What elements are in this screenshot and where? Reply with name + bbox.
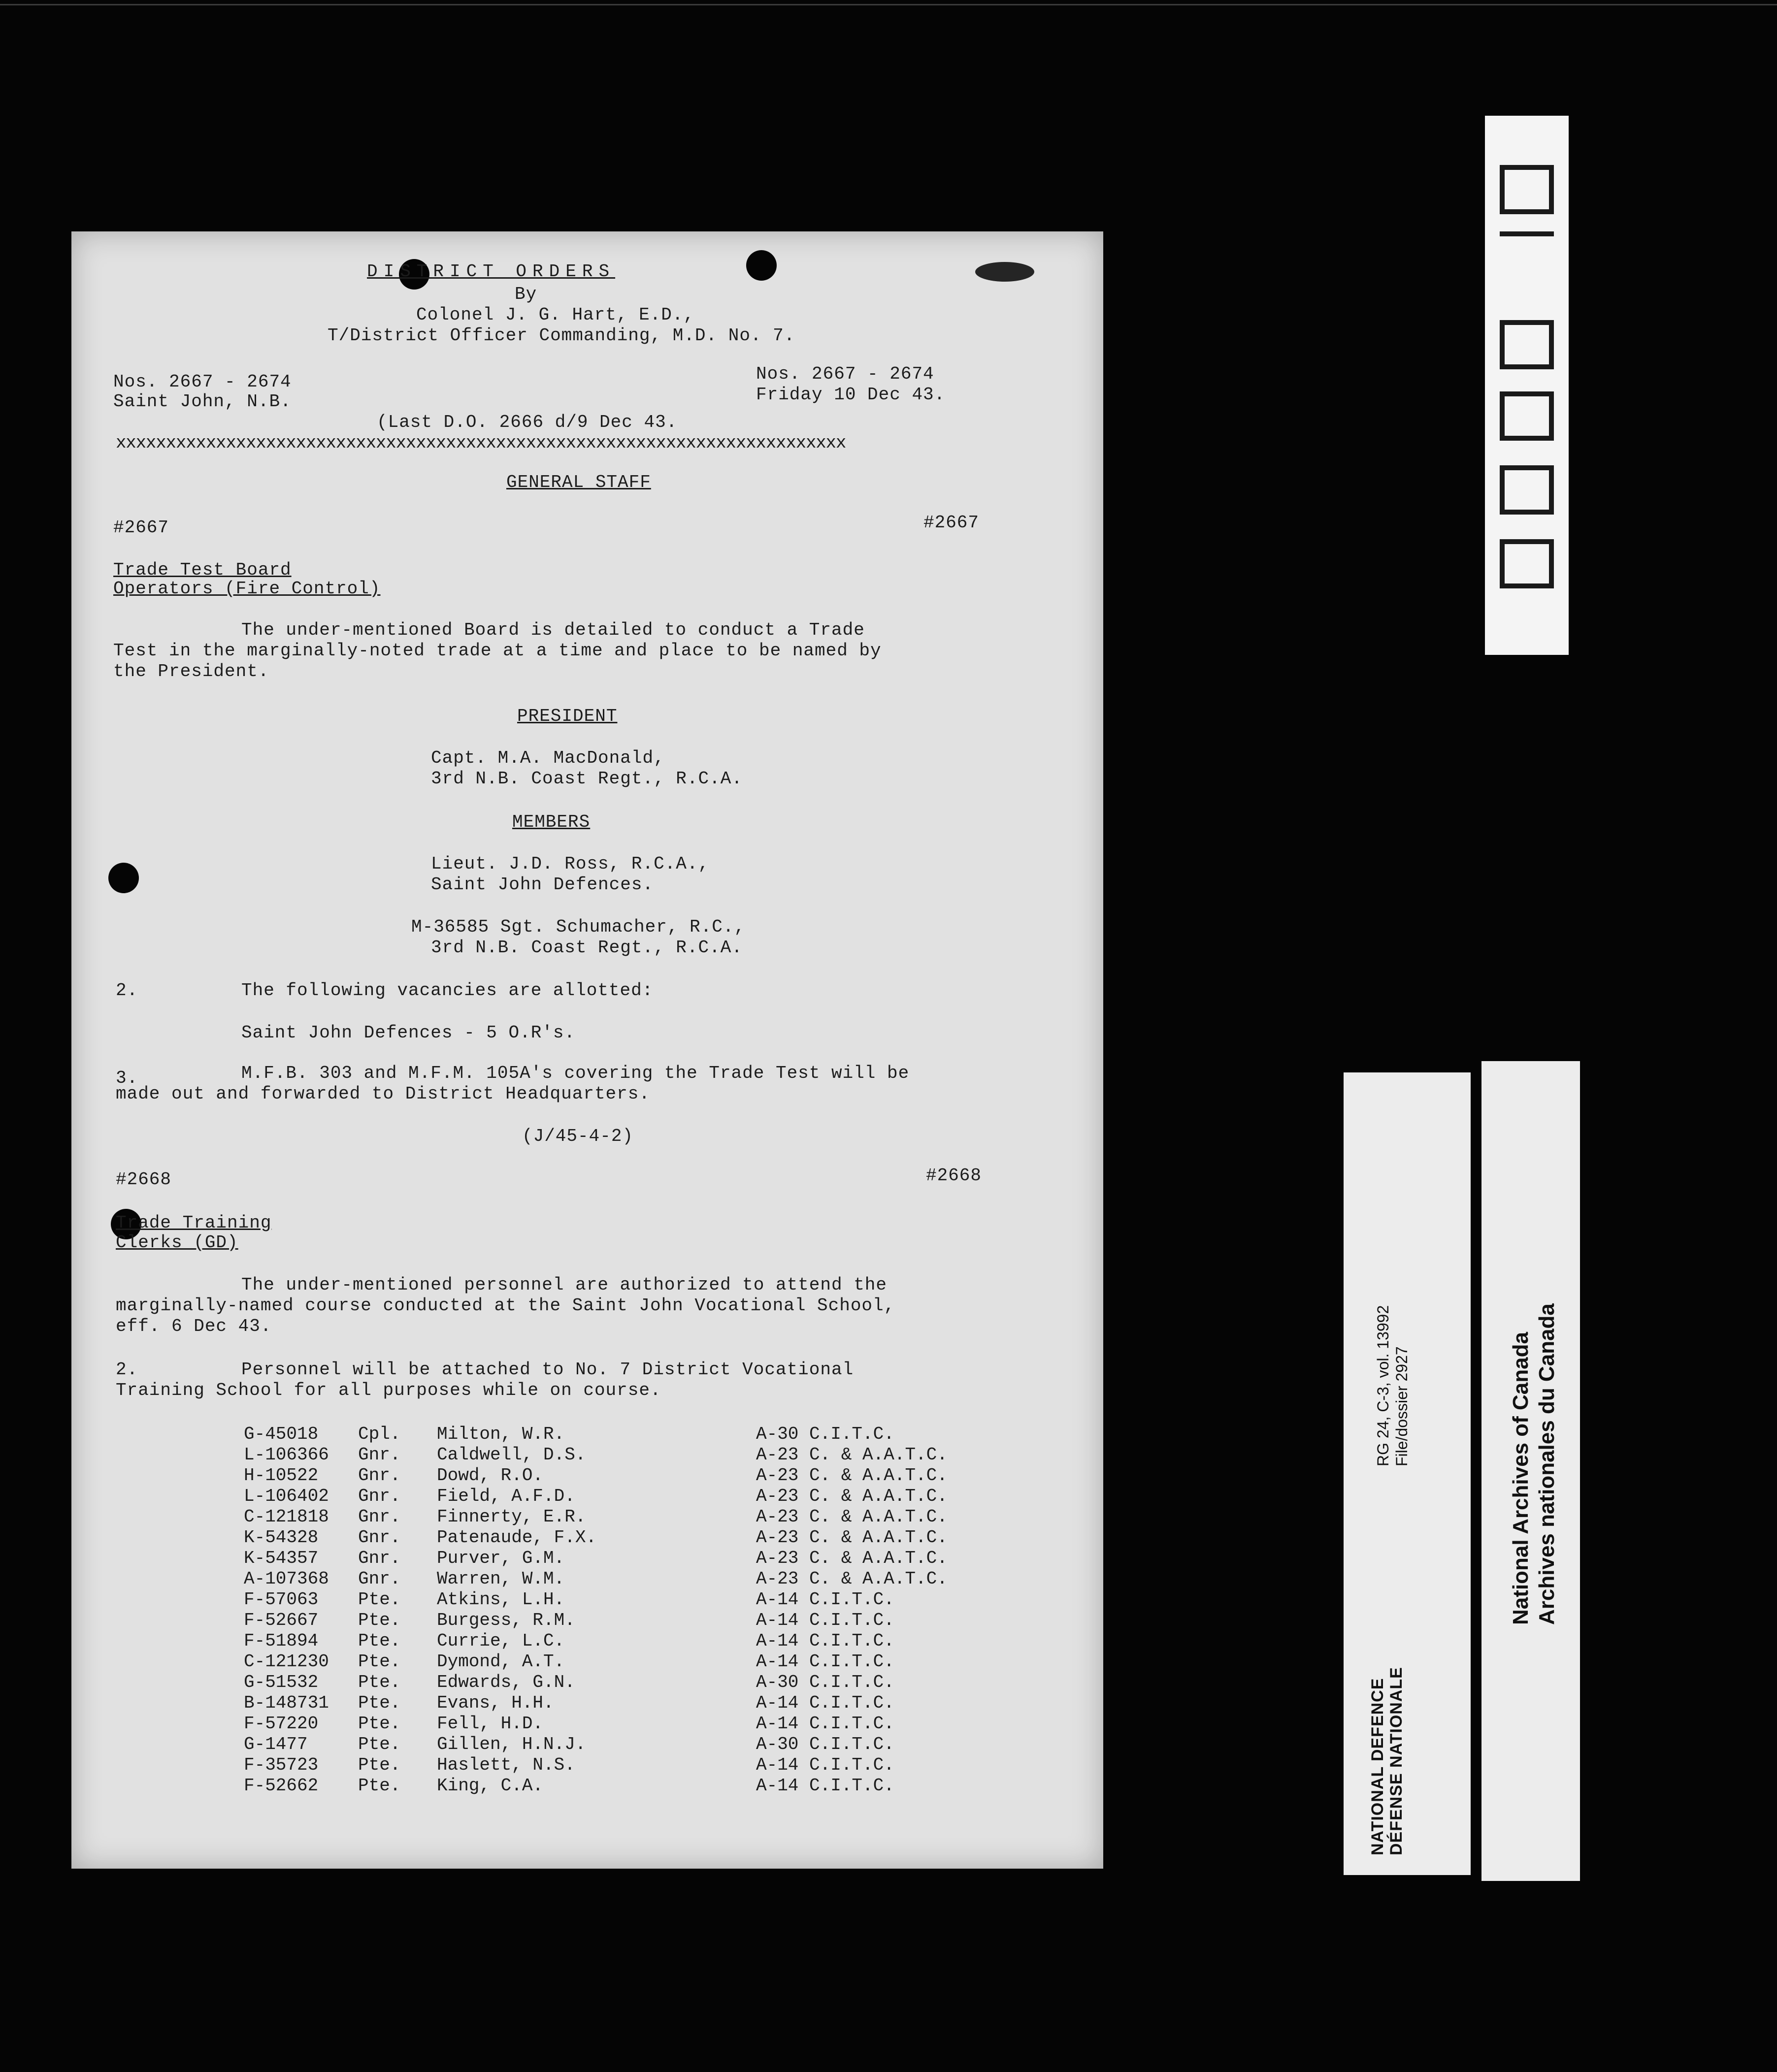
rank: Gnr. — [358, 1548, 401, 1568]
unit: A-14 C.I.T.C. — [756, 1714, 894, 1734]
orders-place: Saint John, N.B. — [113, 391, 292, 412]
unit: A-14 C.I.T.C. — [756, 1631, 894, 1651]
table-row — [244, 1445, 1081, 1465]
table-row — [244, 1755, 1081, 1776]
frame-digit — [1500, 539, 1554, 588]
service-number: K-54357 — [244, 1548, 319, 1568]
president-name: Capt. M.A. MacDonald, — [431, 748, 665, 768]
document-title: DISTRICT ORDERS — [367, 261, 616, 282]
member-name: Lieut. J.D. Ross, R.C.A., — [431, 854, 710, 874]
rank: Pte. — [358, 1610, 401, 1630]
unit: A-23 C. & A.A.T.C. — [756, 1465, 948, 1486]
order-subject-trade: Clerks (GD) — [116, 1232, 238, 1253]
unit: A-14 C.I.T.C. — [756, 1589, 894, 1610]
unit: A-23 C. & A.A.T.C. — [756, 1507, 948, 1527]
order-paragraph: Training School for all purposes while on course. — [116, 1380, 661, 1400]
order-paragraph: the President. — [113, 661, 269, 681]
vacancy-allocation: Saint John Defences - 5 O.R's. — [241, 1023, 576, 1043]
rank: Pte. — [358, 1693, 401, 1713]
service-number: G-45018 — [244, 1424, 319, 1444]
person-name: Haslett, N.S. — [437, 1755, 575, 1775]
rank: Gnr. — [358, 1569, 401, 1589]
national-archives-label — [1481, 1061, 1580, 1881]
service-number: F-51894 — [244, 1631, 319, 1651]
rank: Cpl. — [358, 1424, 401, 1444]
frame-digit — [1500, 465, 1554, 515]
header-author: Colonel J. G. Hart, E.D., — [416, 305, 695, 325]
member-unit: 3rd N.B. Coast Regt., R.C.A. — [431, 938, 743, 958]
service-number: G-1477 — [244, 1734, 308, 1754]
rank: Pte. — [358, 1714, 401, 1734]
rank: Pte. — [358, 1651, 401, 1672]
last-order-ref: (Last D.O. 2666 d/9 Dec 43. — [377, 412, 678, 432]
person-name: Patenaude, F.X. — [437, 1527, 597, 1548]
table-row — [244, 1589, 1081, 1610]
table-row — [244, 1610, 1081, 1631]
file-reference: (J/45-4-2) — [522, 1126, 634, 1146]
punch-hole — [108, 863, 139, 893]
service-number: K-54328 — [244, 1527, 319, 1548]
person-name: Edwards, G.N. — [437, 1672, 575, 1692]
order-number-left: #2667 — [113, 518, 169, 538]
table-row — [244, 1651, 1081, 1672]
unit: A-23 C. & A.A.T.C. — [756, 1527, 948, 1548]
header-by: By — [515, 284, 537, 304]
na-line-2: Archives nationales du Canada — [1535, 1303, 1559, 1625]
section-general-staff: GENERAL STAFF — [506, 472, 651, 492]
table-row — [244, 1486, 1081, 1507]
unit: A-23 C. & A.A.T.C. — [756, 1569, 948, 1589]
rank: Pte. — [358, 1755, 401, 1775]
service-number: F-35723 — [244, 1755, 319, 1775]
rank: Pte. — [358, 1672, 401, 1692]
person-name: King, C.A. — [437, 1776, 544, 1796]
frame-digit — [1500, 231, 1554, 246]
header-role: T/District Officer Commanding, M.D. No. 7. — [328, 325, 795, 346]
unit: A-23 C. & A.A.T.C. — [756, 1486, 948, 1506]
order-paragraph: Personnel will be attached to No. 7 District Vocational — [241, 1360, 854, 1380]
person-name: Atkins, L.H. — [437, 1589, 565, 1610]
order-subject: Trade Training — [116, 1213, 272, 1233]
frame-number: 0000478 — [1514, 646, 1515, 648]
nd-line-2: DÉFENSE NATIONALE — [1387, 1667, 1406, 1855]
document-sheet — [71, 231, 1103, 1869]
unit: A-30 C.I.T.C. — [756, 1672, 894, 1692]
rank: Gnr. — [358, 1527, 401, 1548]
separator-line: xxxxxxxxxxxxxxxxxxxxxxxxxxxxxxxxxxxxxxxxxxxxxxxxxxxxxxxxxxxxxxxxxxxxxxxxx — [116, 433, 846, 453]
service-number: F-57063 — [244, 1589, 319, 1610]
order-subject-trade: Operators (Fire Control) — [113, 579, 381, 599]
president-heading: PRESIDENT — [517, 706, 618, 726]
table-row — [244, 1734, 1081, 1755]
person-name: Dymond, A.T. — [437, 1651, 565, 1672]
person-name: Purver, G.M. — [437, 1548, 565, 1568]
service-number: F-52667 — [244, 1610, 319, 1630]
orders-numbers-right: Nos. 2667 - 2674 — [756, 364, 934, 384]
person-name: Burgess, R.M. — [437, 1610, 575, 1630]
na-line-1: National Archives of Canada — [1509, 1332, 1533, 1625]
service-number: C-121230 — [244, 1651, 329, 1672]
unit: A-30 C.I.T.C. — [756, 1734, 894, 1754]
table-row — [244, 1714, 1081, 1734]
table-row — [244, 1776, 1081, 1796]
order-paragraph: The under-mentioned Board is detailed to conduct a Trade — [241, 620, 865, 640]
person-name: Dowd, R.O. — [437, 1465, 544, 1486]
order-paragraph: made out and forwarded to District Headquarters. — [116, 1084, 650, 1104]
national-defence-label — [1344, 1072, 1471, 1875]
rank: Gnr. — [358, 1486, 401, 1506]
unit: A-23 C. & A.A.T.C. — [756, 1445, 948, 1465]
person-name: Field, A.F.D. — [437, 1486, 575, 1506]
orders-date: Friday 10 Dec 43. — [756, 385, 946, 405]
scan-top-edge — [0, 4, 1777, 5]
frame-digit — [1500, 391, 1554, 441]
unit: A-14 C.I.T.C. — [756, 1776, 894, 1796]
table-row — [244, 1465, 1081, 1486]
person-name: Milton, W.R. — [437, 1424, 565, 1444]
unit: A-30 C.I.T.C. — [756, 1424, 894, 1444]
unit: A-14 C.I.T.C. — [756, 1610, 894, 1630]
service-number: C-121818 — [244, 1507, 329, 1527]
order-paragraph: marginally-named course conducted at the Saint John Vocational School, — [116, 1295, 895, 1316]
table-row — [244, 1569, 1081, 1589]
table-row — [244, 1424, 1081, 1445]
members-heading: MEMBERS — [512, 812, 591, 832]
service-number: L-106402 — [244, 1486, 329, 1506]
service-number: F-52662 — [244, 1776, 319, 1796]
order-paragraph: M.F.B. 303 and M.F.M. 105A's covering the Trade Test will be — [241, 1063, 910, 1083]
service-number: A-107368 — [244, 1569, 329, 1589]
order-paragraph: eff. 6 Dec 43. — [116, 1316, 272, 1336]
service-number: H-10522 — [244, 1465, 319, 1486]
table-row — [244, 1548, 1081, 1569]
table-row — [244, 1693, 1081, 1714]
service-number: G-51532 — [244, 1672, 319, 1692]
order-number-right: #2668 — [926, 1166, 982, 1186]
table-row — [244, 1507, 1081, 1527]
member-unit: Saint John Defences. — [431, 874, 654, 895]
person-name: Finnerty, E.R. — [437, 1507, 586, 1527]
paragraph-number: 2. — [116, 980, 138, 1001]
rank: Pte. — [358, 1589, 401, 1610]
frame-number-strip — [1485, 116, 1569, 655]
table-row — [244, 1672, 1081, 1693]
person-name: Gillen, H.N.J. — [437, 1734, 586, 1754]
unit: A-14 C.I.T.C. — [756, 1651, 894, 1672]
nd-line-1: NATIONAL DEFENCE — [1368, 1678, 1387, 1855]
unit: A-23 C. & A.A.T.C. — [756, 1548, 948, 1568]
unit: A-14 C.I.T.C. — [756, 1755, 894, 1775]
service-number: B-148731 — [244, 1693, 329, 1713]
rank: Pte. — [358, 1631, 401, 1651]
table-row — [244, 1527, 1081, 1548]
service-number: F-57220 — [244, 1714, 319, 1734]
rank: Gnr. — [358, 1507, 401, 1527]
paragraph-number: 2. — [116, 1360, 138, 1380]
personnel-roster — [71, 1424, 1103, 1808]
member-name: M-36585 Sgt. Schumacher, R.C., — [411, 917, 746, 937]
rg-line-2: File/dossier 2927 — [1393, 1346, 1411, 1466]
person-name: Fell, H.D. — [437, 1714, 544, 1734]
rank: Gnr. — [358, 1465, 401, 1486]
rank: Gnr. — [358, 1445, 401, 1465]
person-name: Caldwell, D.S. — [437, 1445, 586, 1465]
punch-hole — [746, 250, 777, 281]
person-name: Currie, L.C. — [437, 1631, 565, 1651]
paragraph-number: 3. — [116, 1068, 138, 1088]
order-paragraph: The under-mentioned personnel are authorized to attend the — [241, 1275, 888, 1295]
president-unit: 3rd N.B. Coast Regt., R.C.A. — [431, 769, 743, 789]
order-subject: Trade Test Board — [113, 560, 292, 580]
rank: Pte. — [358, 1734, 401, 1754]
ink-smudge — [975, 262, 1034, 282]
orders-numbers-left: Nos. 2667 - 2674 — [113, 372, 292, 392]
person-name: Warren, W.M. — [437, 1569, 565, 1589]
rank: Pte. — [358, 1776, 401, 1796]
order-number-right: #2667 — [923, 513, 980, 533]
unit: A-14 C.I.T.C. — [756, 1693, 894, 1713]
table-row — [244, 1631, 1081, 1651]
frame-digit — [1500, 165, 1554, 214]
order-number-left: #2668 — [116, 1169, 172, 1190]
person-name: Evans, H.H. — [437, 1693, 554, 1713]
order-paragraph: The following vacancies are allotted: — [241, 980, 654, 1001]
rg-line-1: RG 24, C-3, vol. 13992 — [1374, 1305, 1392, 1466]
service-number: L-106366 — [244, 1445, 329, 1465]
order-paragraph: Test in the marginally-noted trade at a time and place to be named by — [113, 641, 882, 661]
frame-digit — [1500, 320, 1554, 369]
